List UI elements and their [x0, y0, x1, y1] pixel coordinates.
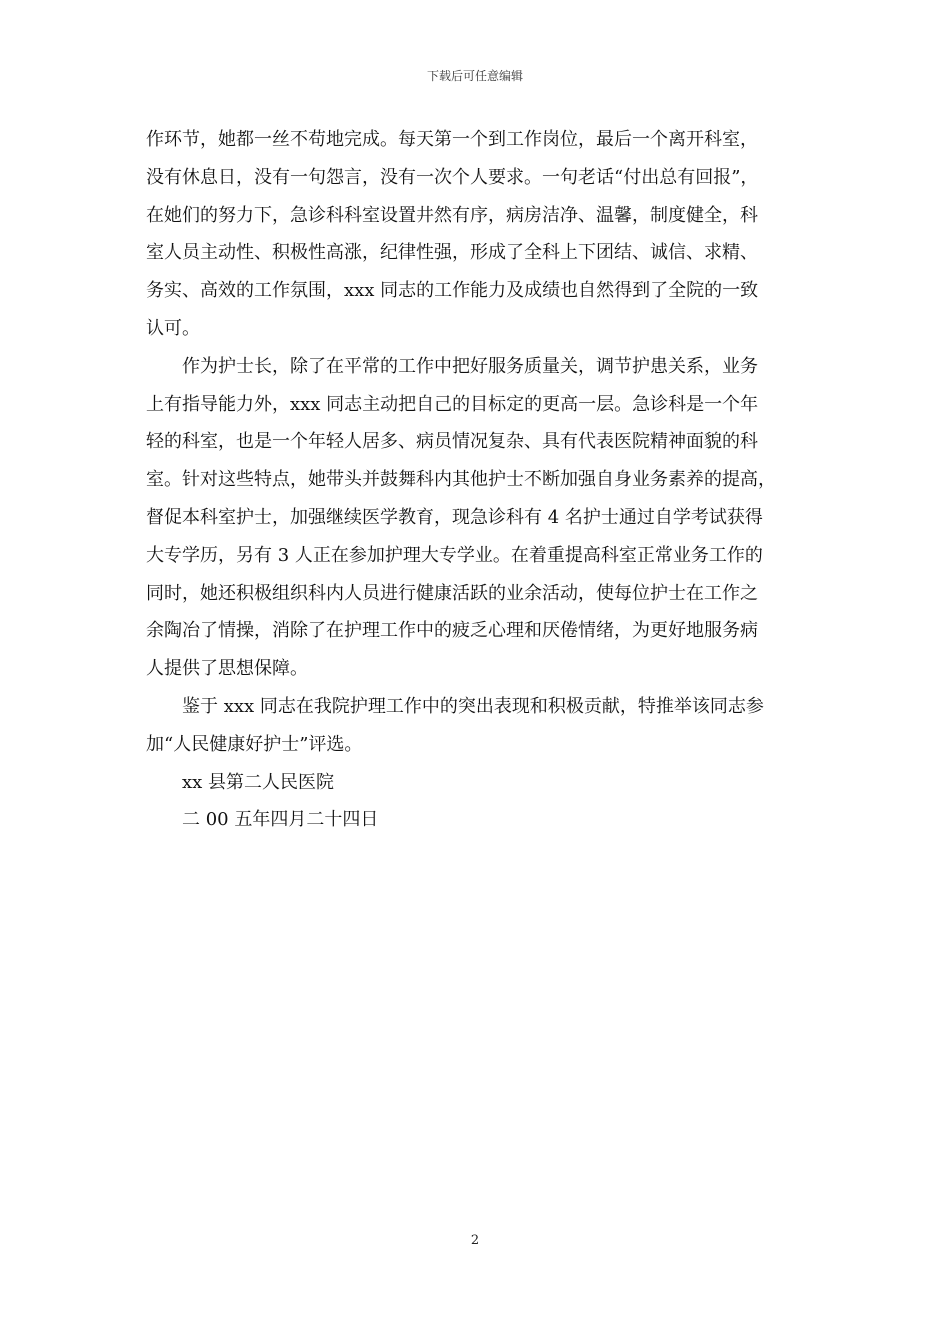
paragraph-line: 作为护士长，除了在平常的工作中把好服务质量关，调节护患关系，业务	[182, 355, 758, 377]
page-number: 2	[470, 1233, 480, 1248]
document-body	[146, 121, 814, 839]
paragraph-1	[146, 121, 814, 348]
paragraph-2	[146, 348, 814, 688]
paragraph-line: 没有休息日，没有一句怨言，没有一次个人要求。一句老话“付出总有回报”，	[146, 166, 759, 188]
signature-date: 二 00 五年四月二十四日	[182, 809, 379, 831]
paragraph-line: 作环节，她都一丝不苟地完成。每天第一个到工作岗位，最后一个离开科室，	[146, 129, 758, 150]
signature-organization: xx 县第二人民医院	[182, 771, 335, 793]
paragraph-line: 上有指导能力外，xxx 同志主动把自己的目标定的更高一层。急诊科是一个年	[146, 393, 759, 415]
paragraph-line: 轻的科室，也是一个年轻人居多、病员情况复杂、具有代表医院精神面貌的科	[146, 431, 758, 453]
header-note: 下载后可任意编辑	[426, 69, 523, 83]
paragraph-3	[146, 688, 814, 764]
paragraph-line: 鉴于 xxx 同志在我院护理工作中的突出表现和积极贡献，特推举该同志参	[182, 695, 764, 717]
paragraph-line: 余陶冶了情操，消除了在护理工作中的疲乏心理和厌倦情绪，为更好地服务病	[146, 620, 758, 642]
paragraph-line: 加“人民健康好护士”评选。	[146, 733, 363, 755]
paragraph-line: 督促本科室护士，加强继续医学教育，现急诊科有 4 名护士通过自学考试获得	[146, 506, 763, 528]
paragraph-line: 室。针对这些特点，她带头并鼓舞科内其他护士不断加强自身业务素养的提高，	[146, 469, 776, 491]
paragraph-line: 同时，她还积极组织科内人员进行健康活跃的业余活动，使每位护士在工作之	[146, 582, 758, 604]
paragraph-line: 认可。	[146, 317, 200, 339]
paragraph-line: 人提供了思想保障。	[146, 658, 308, 680]
paragraph-line: 在她们的努力下，急诊科科室设置井然有序，病房洁净、温馨，制度健全，科	[146, 204, 758, 226]
paragraph-line: 务实、高效的工作氛围，xxx 同志的工作能力及成绩也自然得到了全院的一致	[146, 280, 759, 302]
paragraph-line: 大专学历，另有 3 人正在参加护理大专学业。在着重提高科室正常业务工作的	[146, 544, 763, 566]
paragraph-line: 室人员主动性、积极性高涨，纪律性强，形成了全科上下团结、诚信、求精、	[146, 242, 758, 264]
